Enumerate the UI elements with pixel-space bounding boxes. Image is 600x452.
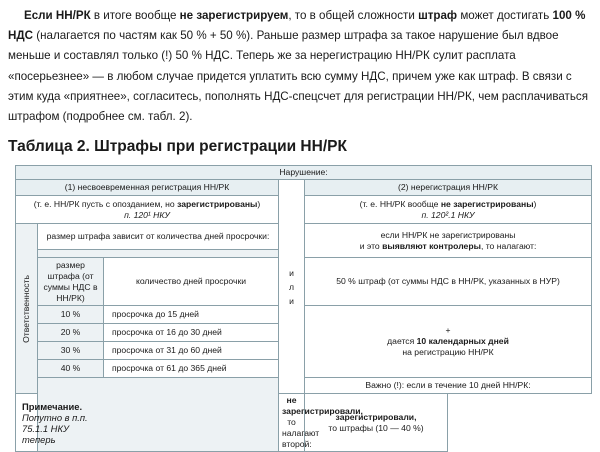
fines-table [15, 165, 591, 449]
note-cell [16, 394, 104, 452]
col2-extra [305, 306, 592, 378]
fine-pct: 40 % [38, 360, 104, 378]
responsibility-cell [16, 224, 38, 394]
col1-description [16, 196, 279, 224]
col2-fine: 50 % штраф (от суммы НДС в НН/РК, указанных в НУР) [305, 258, 592, 306]
or-separator [279, 180, 305, 394]
col2-extra-bold: 10 календарных дней [416, 336, 509, 346]
col2-desc-text: (т. е. НН/РК вообще [359, 198, 441, 209]
para-run-1: Если НН/РК [24, 9, 91, 22]
col2-extra-post: на регистрацию НН/РК [402, 347, 494, 357]
not-registered-cell [279, 394, 363, 452]
col1-reference: п. 120¹ НКУ [124, 209, 170, 220]
then-second: то налагают второй: [282, 417, 320, 449]
col2-extra-pre: дается [387, 336, 417, 346]
fine-days: просрочка от 61 до 365 дней [104, 360, 279, 378]
col2-condition [305, 224, 592, 258]
subheader-fine-size: размер штрафа (от суммы НДС в НН/РК) [38, 258, 104, 306]
para-run-5: штраф [418, 9, 458, 22]
col2-cond-bold: выявляют контролеры [382, 240, 481, 251]
not-registered: не зарегистрировали, [282, 395, 363, 416]
then-fines: то штрафы (10 — 40 %) [328, 422, 424, 433]
col1-size-text: размер штрафа зависит от количества дней просрочки: [38, 224, 279, 250]
plus-sign: + [445, 325, 451, 335]
note-text: Попутно в п.п. 75.1.1 НКУ теперь [22, 411, 88, 445]
fine-pct: 30 % [38, 342, 104, 360]
or-letter: и [289, 295, 294, 306]
fine-pct: 10 % [38, 306, 104, 324]
important-text: Важно (!): если в течение 10 дней НН/РК: [305, 378, 592, 394]
fine-days: просрочка от 31 до 60 дней [104, 342, 279, 360]
or-letter: л [288, 281, 294, 292]
para-run-8: (налагается по частям как 50 % + 50 %). Раньше размер штрафа за такое нарушение был вдвое меньше и составлял только (!) 50 % НДС. Теперь же за нерегистрацию НН/РК сулит расплата «посерьезнее» — в любом случае придется уплатить всю сумму НДС, причем уже как штраф. В связи с этим куда «приятнее», согласитесь, пополнять НДС-спецсчет для регистрации НН/РК, чем расплачиваться штрафом (подробнее см. табл. 2). [8, 29, 588, 124]
fine-days: просрочка от 16 до 30 дней [104, 324, 279, 342]
para-run-4: , то в общей сложности [288, 9, 419, 22]
para-run-6: может достигать [457, 9, 553, 22]
col1-header: (1) несвоевременная регистрация НН/РК [16, 180, 279, 196]
fine-pct: 20 % [38, 324, 104, 342]
fine-days: просрочка до 15 дней [104, 306, 279, 324]
subheader-days: количество дней просрочки [104, 258, 279, 306]
responsibility-label: Ответственность [21, 274, 31, 343]
col1-desc-end: ) [257, 198, 261, 209]
registered: зарегистрировали, [335, 411, 417, 422]
note-label: Примечание. [22, 400, 83, 412]
col2-desc-end: ) [533, 198, 537, 209]
intro-paragraph [8, 6, 593, 127]
para-run-2: в итоге вообще [90, 9, 180, 22]
col2-reference: п. 120².1 НКУ [421, 209, 475, 220]
para-run-3: не зарегистрируем [179, 9, 289, 22]
col2-cond-line1: если НН/РК не зарегистрированы [380, 229, 516, 240]
para-run-7: 100 % НДС [8, 9, 586, 43]
or-letter: и [289, 267, 294, 278]
registered-cell [305, 394, 448, 452]
col1-desc-bold: зарегистрированы [177, 198, 258, 209]
violation-header: Нарушение: [16, 166, 592, 180]
col2-cond-pre: и это [359, 240, 383, 251]
table-heading: Таблица 2. Штрафы при регистрации НН/РК [8, 138, 347, 155]
spacer-band [38, 250, 279, 258]
col2-description [305, 196, 592, 224]
col1-desc-text: (т. е. НН/РК пусть с опозданием, но [33, 198, 178, 209]
col2-header: (2) нерегистрация НН/РК [305, 180, 592, 196]
col2-desc-bold: не зарегистрированы [440, 198, 534, 209]
col2-cond-post: , то налагают: [480, 240, 537, 251]
